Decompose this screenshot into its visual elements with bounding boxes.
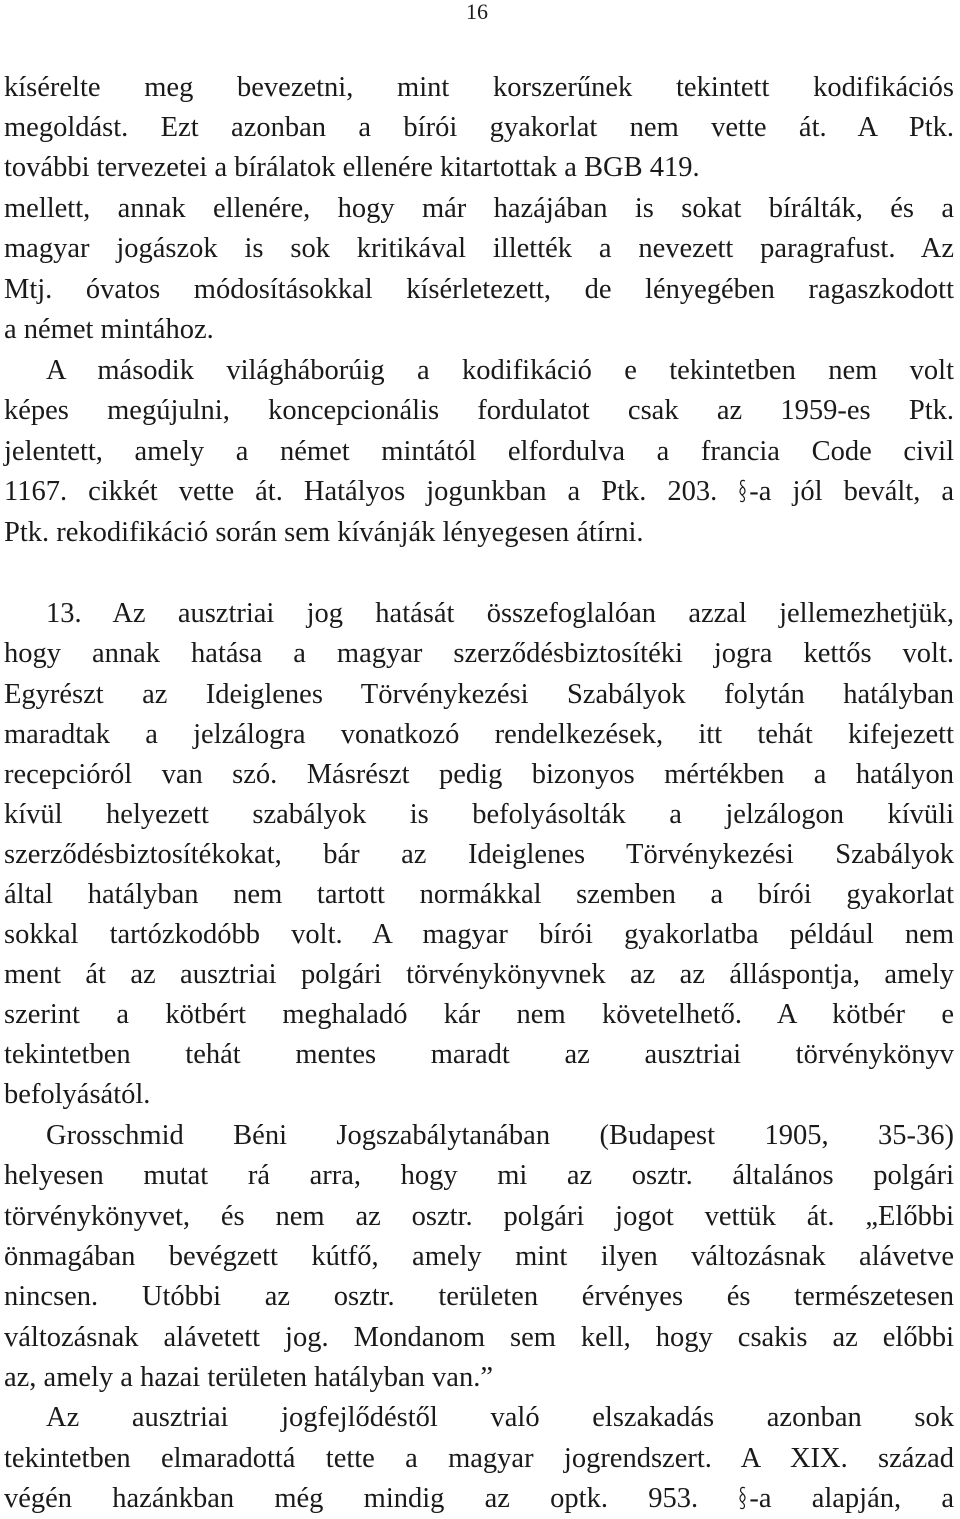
line-text: Mtj. óvatos módosításokkal kísérletezett, de lényegében ragaszkodott — [4, 274, 954, 305]
text-line — [46, 1116, 954, 1156]
text-line — [4, 189, 954, 229]
line-text: maradtak a jelzálogra vonatkozó rendelkezések, itt tehát kifejezett — [4, 719, 954, 750]
line-text: további tervezetei a bírálatok ellenére kitartottak a BGB 419. — [4, 152, 700, 183]
line-text: megoldást. Ezt azonban a bírói gyakorlat nem vette át. A Ptk. — [4, 112, 954, 143]
line-text: nincsen. Utóbbi az osztr. területen érvényes és természetesen — [4, 1281, 954, 1312]
text-line — [4, 1197, 954, 1237]
section-sign-icon — [738, 478, 747, 504]
line-text: Grosschmid Béni Jogszabálytanában (Budapest 1905, 35-36) — [46, 1120, 954, 1151]
text-line — [4, 955, 954, 995]
text-line — [4, 795, 954, 835]
text-line — [4, 1277, 954, 1317]
section-sign-icon — [738, 1485, 747, 1511]
line-text: recepcióról van szó. Másrészt pedig bizonyos mértékben a hatályon — [4, 759, 954, 790]
text-line — [4, 1358, 954, 1398]
line-text: szerint a kötbért meghaladó kár nem követelhető. A kötbér e — [4, 999, 954, 1030]
text-line — [4, 229, 954, 269]
text-line — [4, 1075, 954, 1115]
line-text: kívül helyezett szabályok is befolyásolták a jelzálogon kívüli — [4, 799, 954, 830]
line-text: 1167. cikkét vette át. Hatályos jogunkban a Ptk. 203. — [4, 476, 718, 507]
text-line — [4, 108, 954, 148]
text-line — [4, 1035, 954, 1075]
line-text: képes megújulni, koncepcionális fordulatot csak az 1959-es Ptk. — [4, 395, 954, 426]
line-text: Az ausztriai jogfejlődéstől való elszakadás azonban sok — [46, 1402, 954, 1433]
line-text: végén hazánkban még mindig az optk. 953. — [4, 1483, 699, 1514]
line-text: ment át az ausztriai polgári törvénykönyvnek az az álláspontja, amely — [4, 959, 954, 990]
line-text: A második világháborúig a kodifikáció e tekintetben nem volt — [46, 355, 954, 386]
text-line — [4, 513, 954, 553]
text-line — [4, 715, 954, 755]
line-text: 13. Az ausztriai jog hatását összefoglalóan azzal jellemezhetjük, — [46, 598, 954, 629]
text-line — [4, 1479, 954, 1519]
line-text: sokkal tartózkodóbb volt. A magyar bírói gyakorlatba például nem — [4, 919, 954, 950]
line-suffix: -a alapján, a — [749, 1483, 954, 1514]
line-text: az, amely a hazai területen hatályban van.” — [4, 1362, 493, 1393]
line-text: magyar jogászok is sok kritikával illették a nevezett paragrafust. Az — [4, 233, 954, 264]
text-line — [4, 755, 954, 795]
text-line — [4, 835, 954, 875]
text-line — [4, 995, 954, 1035]
text-line — [4, 310, 954, 350]
line-text: a német mintához. — [4, 314, 214, 345]
text-line — [46, 594, 954, 634]
text-line — [4, 68, 954, 108]
text-line — [46, 1398, 954, 1438]
text-line — [4, 875, 954, 915]
line-text: Ptk. rekodifikáció során sem kívánják lényegesen átírni. — [4, 517, 644, 548]
line-text: szerződésbiztosítékokat, bár az Ideiglenes Törvénykezési Szabályok — [4, 839, 954, 870]
text-line — [4, 1156, 954, 1196]
text-line — [4, 1237, 954, 1277]
line-text: Egyrészt az Ideiglenes Törvénykezési Szabályok folytán hatályban — [4, 679, 954, 710]
text-line — [4, 634, 954, 674]
line-text: befolyásától. — [4, 1079, 151, 1110]
line-text: kísérelte meg bevezetni, mint korszerűnek tekintett kodifikációs — [4, 72, 954, 103]
line-text: mellett, annak ellenére, hogy már hazájában is sokat bírálták, és a — [4, 193, 954, 224]
text-line — [46, 351, 954, 391]
text-line — [4, 915, 954, 955]
line-text: által hatályban nem tartott normákkal szemben a bírói gyakorlat — [4, 879, 954, 910]
text-line — [4, 391, 954, 431]
line-text: hogy annak hatása a magyar szerződésbiztosítéki jogra kettős volt. — [4, 638, 954, 669]
text-line — [4, 432, 954, 472]
line-text: törvénykönyvet, és nem az osztr. polgári jogot vettük át. „Előbbi — [4, 1201, 954, 1232]
line-text: önmagában bevégzett kútfő, amely mint ilyen változásnak alávetve — [4, 1241, 954, 1272]
text-line — [4, 148, 954, 188]
line-text: jelentett, amely a német mintától elfordulva a francia Code civil — [4, 436, 954, 467]
text-line — [4, 270, 954, 310]
text-line — [4, 675, 954, 715]
line-text: tekintetben elmaradottá tette a magyar jogrendszert. A XIX. század — [4, 1443, 954, 1474]
line-suffix: -a jól bevált, a — [749, 476, 955, 507]
text-line — [4, 1439, 954, 1479]
text-line — [4, 1318, 954, 1358]
line-text: helyesen mutat rá arra, hogy mi az osztr. általános polgári — [4, 1160, 954, 1191]
line-text: tekintetben tehát mentes maradt az ausztriai törvénykönyv — [4, 1039, 954, 1070]
text-line — [4, 472, 954, 512]
line-text: változásnak alávetett jog. Mondanom sem kell, hogy csakis az előbbi — [4, 1322, 954, 1353]
page-number: 16 — [466, 0, 488, 24]
